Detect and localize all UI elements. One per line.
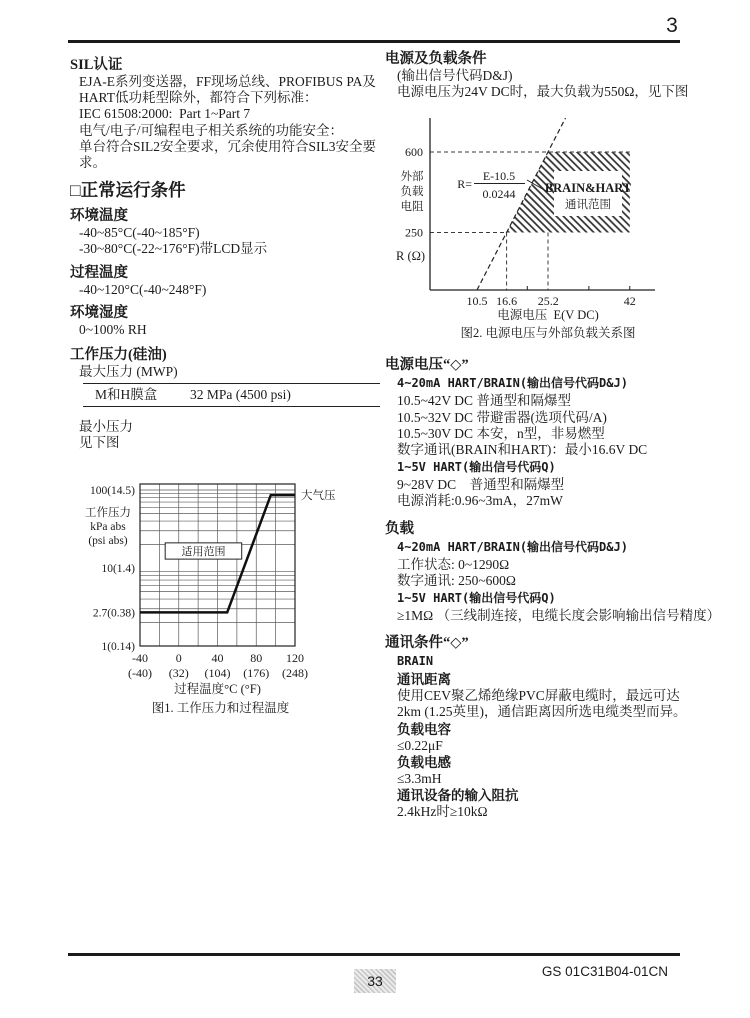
text-line: 2km (1.25英里)，通信距离因所选电缆类型而异。 <box>397 704 687 720</box>
sil-section <box>70 56 382 171</box>
right-column <box>385 50 721 820</box>
svg-text:电阻: 电阻 <box>400 201 424 214</box>
text-line: 0~100% RH <box>79 321 147 337</box>
svg-text:16.6: 16.6 <box>496 294 518 309</box>
load-inductance-label: 负载电感 <box>397 754 451 770</box>
supply-voltage-section <box>385 356 717 509</box>
text-line: EJA-E系列变送器，FF现场总线、PROFIBUS PA及 <box>79 74 376 89</box>
sil-heading: SIL认证 <box>70 57 123 73</box>
text-line: 电源电压为24V DC时，最大负载为550Ω，见下图 <box>397 84 689 100</box>
text-line: (输出信号代码D&J) <box>397 68 513 83</box>
svg-text:(104): (104) <box>204 665 231 680</box>
svg-text:电源电压 E(V DC): 电源电压 E(V DC) <box>497 308 599 323</box>
text-line: 数字通讯(BRAIN和HART)：最小16.6V DC <box>397 442 648 458</box>
max-pressure-label: 最大压力 (MWP) <box>79 364 178 380</box>
power-load-heading: 电源及负载条件 <box>385 51 487 67</box>
svg-text:10(1.4): 10(1.4) <box>101 562 135 575</box>
text-line: 9~28V DC 普通型和隔爆型 <box>397 477 565 493</box>
humidity-heading: 环境湿度 <box>70 304 128 321</box>
process-temp-block <box>70 264 382 298</box>
svg-text:适用范围: 适用范围 <box>181 545 226 558</box>
svg-text:E-10.5: E-10.5 <box>482 169 516 184</box>
text-line: BRAIN <box>397 654 434 669</box>
comm-conditions-section <box>385 634 717 820</box>
text-line: -30~80°C(-22~176°F)带LCD显示 <box>79 241 268 257</box>
working-pressure-block <box>70 346 382 452</box>
text-line: -40~120°C(-40~248°F) <box>79 281 207 297</box>
svg-text:1(0.14): 1(0.14) <box>101 640 135 653</box>
chapter-page-number: 3 <box>666 14 678 37</box>
comm-conditions-heading: 通讯条件“◇” <box>385 635 469 652</box>
svg-text:负载: 负载 <box>400 186 424 199</box>
page-number-badge: 33 <box>354 969 396 993</box>
min-pressure-label: 最小压力 <box>79 419 133 435</box>
ambient-temp-block <box>70 207 382 257</box>
text-line: 电源消耗:0.96~3mA，27mW <box>397 493 563 509</box>
max-pressure-table <box>83 383 380 407</box>
svg-text:40: 40 <box>211 650 224 665</box>
svg-text:600: 600 <box>405 145 423 160</box>
svg-text:工作压力: 工作压力 <box>85 506 131 519</box>
text-line: 10.5~42V DC 普通型和隔爆型 <box>397 393 571 409</box>
svg-text:大气压: 大气压 <box>301 489 336 502</box>
svg-text:-40: -40 <box>132 650 148 665</box>
table-cell-value: 32 MPa (4500 psi) <box>190 387 291 403</box>
text-line: 单台符合SIL2安全要求，冗余使用符合SIL3安全要求。 <box>79 138 376 171</box>
load-section <box>385 520 721 625</box>
svg-text:0: 0 <box>175 650 182 665</box>
svg-text:(32): (32) <box>168 665 189 680</box>
svg-text:0.0244: 0.0244 <box>482 187 516 202</box>
text-line: 1~5V HART(输出信号代码Q) <box>397 591 556 606</box>
svg-text:42: 42 <box>623 294 636 309</box>
normal-conditions-heading: □正常运行条件 <box>70 180 186 201</box>
text-line: 电气/电子/可编程电子相关系统的功能安全： <box>79 122 344 138</box>
svg-text:图2. 电源电压与外部负载关系图: 图2. 电源电压与外部负载关系图 <box>460 326 636 341</box>
svg-text:BRAIN&HART: BRAIN&HART <box>544 181 632 196</box>
top-rule <box>68 40 680 43</box>
load-heading: 负载 <box>385 520 414 537</box>
svg-text:10.5: 10.5 <box>466 294 488 309</box>
bottom-rule <box>68 953 680 956</box>
figure2-supply-voltage-load-chart <box>388 108 716 348</box>
svg-text:100(14.5): 100(14.5) <box>89 484 135 497</box>
svg-text:250: 250 <box>405 225 423 240</box>
svg-text:2.7(0.38): 2.7(0.38) <box>92 606 135 619</box>
figure1-pressure-temperature-chart <box>75 454 377 716</box>
working-pressure-heading: 工作压力(硅油) <box>70 347 167 364</box>
svg-text:80: 80 <box>250 650 263 665</box>
text-line: 数字通讯: 250~600Ω <box>397 572 516 588</box>
table-cell-capsule: M和H膜盒 <box>95 387 158 403</box>
svg-text:R=: R= <box>457 177 472 192</box>
text-line: 4~20mA HART/BRAIN(输出信号代码D&J) <box>397 376 628 391</box>
document-number: GS 01C31B04-01CN <box>541 964 668 979</box>
text-line: IEC 61508:2000: Part 1~Part 7 <box>79 106 251 122</box>
text-line: HART低功耗型除外，都符合下列标准： <box>79 90 318 106</box>
svg-text:25.2: 25.2 <box>537 294 559 309</box>
text-line: 2.4kHz时≥10kΩ <box>397 804 488 820</box>
text-line: 1~5V HART(输出信号代码Q) <box>397 460 556 475</box>
svg-text:(psi abs): (psi abs) <box>88 534 128 547</box>
load-capacitance-label: 负载电容 <box>397 721 451 737</box>
supply-voltage-heading: 电源电压“◇” <box>385 357 469 374</box>
svg-text:(248): (248) <box>282 665 308 680</box>
process-temp-heading: 过程温度 <box>70 264 128 281</box>
humidity-block <box>70 304 382 338</box>
comm-distance-label: 通讯距离 <box>397 672 451 688</box>
left-column <box>70 56 382 716</box>
text-line: -40~85°C(-40~185°F) <box>79 225 200 241</box>
svg-text:(176): (176) <box>243 665 270 680</box>
ambient-temp-heading: 环境温度 <box>70 208 128 225</box>
text-line: 4~20mA HART/BRAIN(输出信号代码D&J) <box>397 539 628 554</box>
power-load-section <box>385 50 717 100</box>
svg-text:通讯范围: 通讯范围 <box>565 199 611 212</box>
text-line: 10.5~30V DC 本安，n型，非易燃型 <box>397 425 605 441</box>
text-line: 使用CEV聚乙烯绝缘PVC屏蔽电缆时，最远可达 <box>397 688 680 704</box>
svg-text:kPa abs: kPa abs <box>90 520 126 533</box>
text-line: ≥1MΩ （三线制连接，电缆长度会影响输出信号精度） <box>397 608 721 624</box>
svg-text:过程温度°C (°F): 过程温度°C (°F) <box>174 681 261 696</box>
text-line: 10.5~32V DC 带避雷器(选项代码/A) <box>397 409 607 425</box>
text-line: 工作状态: 0~1290Ω <box>397 556 510 572</box>
text-line: ≤3.3mH <box>397 770 442 786</box>
svg-text:(-40): (-40) <box>128 665 152 680</box>
text-line: ≤0.22μF <box>397 737 443 753</box>
svg-text:外部: 外部 <box>400 171 424 184</box>
svg-text:120: 120 <box>286 650 304 665</box>
min-pressure-note: 见下图 <box>79 435 120 451</box>
svg-text:R (Ω): R (Ω) <box>396 249 426 264</box>
svg-text:图1. 工作压力和过程温度: 图1. 工作压力和过程温度 <box>151 700 290 715</box>
input-impedance-label: 通讯设备的输入阻抗 <box>397 788 519 804</box>
